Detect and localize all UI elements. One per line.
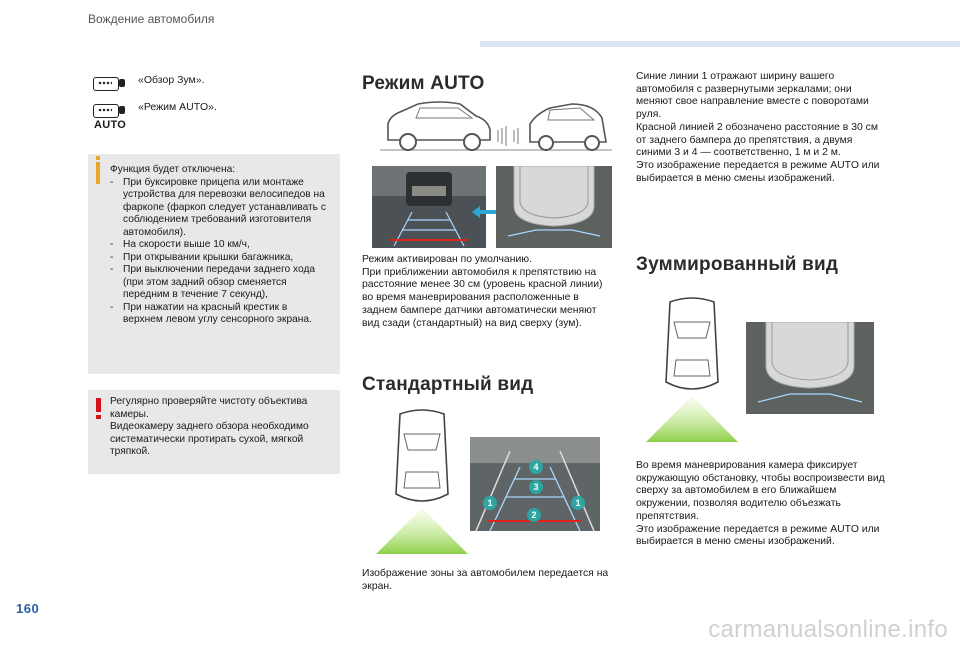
list-item: - При буксировке прицепа или монтаже устройства для перевозки велосипедов на фаркопе (фаркоп следует устанавливать с соблюдением требований изготовителя автомобиля).	[110, 177, 330, 240]
icon-row-auto	[90, 101, 217, 119]
list-item: - При выключении передачи заднего хода (при этом задний обзор сменяется передним в течение 7 секунд),	[110, 264, 330, 302]
guideline-p3: Это изображение передается в режиме AUTO или выбирается в меню смены изображений.	[636, 159, 880, 184]
guideline-p2: Красной линией 2 обозначено расстояние в 30 см от заднего бампера до препятствия, а двумя синими 3 и 4 — соответственно, 1 м и 2 м.	[636, 121, 878, 159]
car-top-illustration-zoom	[646, 296, 738, 442]
section-header: Вождение автомобиля	[88, 12, 215, 26]
warning-line-1: Регулярно проверяйте чистоту объектива камеры.	[110, 396, 308, 420]
list-item: - При открывании крышки багажника,	[110, 252, 330, 265]
marker-3-label: 3	[533, 482, 539, 492]
rear-camera-screen	[372, 166, 486, 248]
marker-2-label: 2	[531, 510, 537, 520]
standard-view-title: Стандартный вид	[362, 374, 534, 395]
standard-view-caption: Изображение зоны за автомобилем передается на экран.	[362, 568, 609, 592]
icon-label-zoom: «Обзор Зум».	[138, 74, 205, 86]
marker-1-left-label: 1	[487, 498, 493, 508]
car-top-illustration-standard	[376, 408, 468, 554]
auto-icon-caption: AUTO	[94, 119, 127, 131]
warning-line-2: Видеокамеру заднего обзора необходимо систематически протирать сухой, мягкой тряпкой.	[110, 421, 309, 457]
warning-box	[88, 390, 340, 474]
guideline-p1: Синие линии 1 отражают ширину вашего автомобиля с развернутыми зеркалами; они меняют свое направление вместе с поворотами руля.	[636, 71, 869, 121]
marker-1-right-label: 1	[575, 498, 581, 508]
info-box	[88, 154, 340, 374]
info-list	[110, 177, 330, 327]
page-number: 160	[16, 601, 40, 616]
standard-view-screen	[470, 437, 600, 531]
warning-icon	[96, 398, 101, 412]
auto-mode-text	[362, 254, 610, 330]
list-item: - При нажатии на красный крестик в верхнем левом углу сенсорного экрана.	[110, 302, 330, 327]
zoom-view-text	[636, 460, 886, 549]
auto-mode-title: Режим AUTO	[362, 73, 485, 94]
top-view-camera-screen	[496, 166, 612, 248]
info-intro: Функция будет отключена:	[110, 164, 236, 175]
guideline-text	[636, 71, 886, 185]
car-approach-illustration	[380, 100, 612, 156]
marker-4-label: 4	[533, 462, 539, 472]
icon-row-zoom	[90, 74, 205, 92]
camera-auto-icon	[90, 101, 124, 119]
info-icon	[96, 162, 100, 184]
zoom-view-title: Зуммированный вид	[636, 254, 839, 275]
auto-mode-p2: При приближении автомобиля к препятствию на расстояние менее 30 см (уровень красной линии) во время маневрирования расположенные в заднем бампере датчики автоматически меняют вид сзади (стандартный) на вид сверху (зум).	[362, 266, 603, 329]
icon-label-auto: «Режим AUTO».	[138, 101, 217, 113]
zoom-view-p2: Это изображение передается в режиме AUTO или выбирается в меню смены изображений.	[636, 523, 880, 548]
zoom-view-p1: Во время маневрирования камера фиксирует окружающую обстановку, чтобы воспроизвести вид сверху за автомобилем в его ближайшем окружении, позволяя водителю объезжать препятствия.	[636, 460, 885, 522]
camera-zoom-icon	[90, 74, 124, 92]
header-bar	[480, 41, 960, 47]
watermark: carmanualsonline.info	[708, 616, 948, 643]
zoom-view-screen	[746, 322, 874, 414]
auto-mode-p1: Режим активирован по умолчанию.	[362, 254, 532, 265]
list-item: - На скорости выше 10 км/ч,	[110, 239, 330, 252]
